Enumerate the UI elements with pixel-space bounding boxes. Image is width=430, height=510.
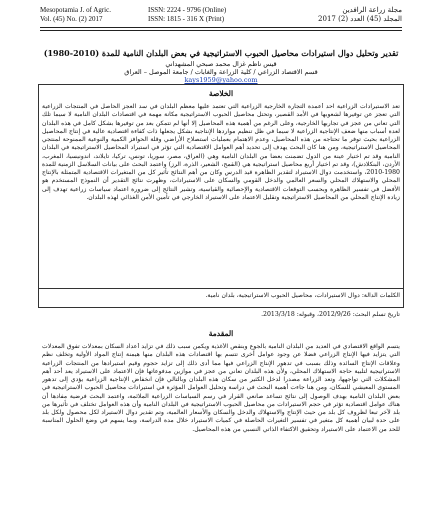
header-rule-top [40,27,402,28]
abstract-text: تعد الاستيرادات الزراعية احد أعمدة التجارة الخارجية الزراعية التي تعتمد عليها معظم البلدان في سد العجز الحاصل في المنتجات الزراعية التي تعجز عن توفيرها لشعوبها في الأمد القصير، وتحتل محاصيل الحبوب الاستراتيجية مكانة مهمة في اقتصادات البلدان النامية لا سيما تلك التي تعاني من عجز في تجاربها الخارجية، وعلى الرغم من أهمية هذه المحاصيل إلا أنها لم تتمكن بعد من توفيرها بشكل كامل في هذه البلدان لعدة أسباب منها ضعف الإنتاجية الزراعية لا سيما في ظل تنظيم مواردها الإنتاجية بشكل يجعلها ذات كفاءة اقتصادية عالية في إنتاج المحاصيل الزراعية بحيث توفر ما تحتاجه من هذه المحاصيل، وعدم الاهتمام بعمليات استصلاح الأراضي وقلة الحوافز الكمية والنوعية الممنوحة لمنتجي المحاصيل الاستراتيجية، ومن هنا كان البحث يهدف إلى تحديد أهم العوامل الاقتصادية التي تؤثر في استيراد المحاصيل الاستراتيجية في البلدان النامية وقد تم اختيار عينة من الدول تضمنت بعضا من البلدان النامية وهي (العراق، مصر، سوريا، تونس، تركيا، تايلاند، اندونيسيا، المغرب، الأردن، البنكلادش)، وقد تم اختيار أربع محاصيل استراتيجية هي (القمح، الشعير، الذرة، الرز) واعتمد البحث على بيانات السلاسل الزمنية للمدة 1980-2010، واستخدمت دوال الاستيراد لتقدير الظاهرة قيد الدرس وكان من أهم النتائج تأثير كل من المتغيرات الاقتصادية المتمثلة بالإنتاج المحلي والاستهلاك المحلي والسعر العالمي والدخل القومي والسكان على الاستيرادات، وظهرت نتائج التقدير أن النموذج المستخدم هو الأفضل في تفسير الظاهرة وبحسب التوقعات الاقتصادية والإحصائية والقياسية، وتشير النتائج إلى ضرورة اعتماد سياسات زراعية تهدف إلى زيادة الإنتاج المحلي من المحاصيل الاستراتيجية وتقليل الاعتماد على الاستيراد الخارجي في تأمين الأمن الغذائي لهذه البلدان. [42,103,400,201]
issn-block [148,6,226,24]
keywords-line: الكلمات الدالة: دوال الاستيرادات، محاصيل الحبوب الاستراتيجية، بلدان نامية. [205,292,400,299]
author-affiliation: قسم الاقتصاد الزراعي / كلية الزراعة والغابات / جامعة الموصل – العراق [124,68,318,76]
introduction-heading: المقدمة [208,329,234,338]
issn-print: ISSN: 1815 - 316 X (Print) [148,15,225,23]
received-accepted-dates: تاريخ تسلم البحث: 2012/9/26، وقبوله: 2013/3/18. [261,311,400,318]
abstract-heading: الخلاصة [208,89,234,98]
article-title: تقدير وتحليل دوال استيرادات محاصيل الحبوب الاستراتيجية في بعض البلدان النامية للمدة (2010-1980) [43,48,399,58]
author-names: قيس ناظم غزال محمد صبحي المشهداني [165,60,277,68]
header-rule-bottom [40,30,402,31]
journal-name-ar: مجلة زراعة الرافدين [342,6,402,14]
journal-volume-en: Vol. (45) No. (2) 2017 [40,15,103,23]
journal-ar-header [318,6,402,24]
journal-name-en: Mesopotamia J. of Agric. [40,6,111,14]
introduction-text: يتسم الواقع الاقتصادي في العديد من البلدان النامية بالجوع وبنقص الأغذية ويكمن سبب ذلك في تزايد أعداد السكان بمعدلات تفوق المعدلات التي يتزايد فيها الإنتاج الزراعي فضلا عن وجود عوامل أخرى تتسم بها اقتصادات هذه البلدان منها هيمنة إنتاج المواد الأولية وتخلف نظم وعلاقات الإنتاج السائدة وذلك بسبب في تدهور الإنتاج الزراعي فيها مما أدى ذلك إلى تزايد حجوم وقيم استيرادها من المنتجات الزراعية الاستراتيجية لتلبية حاجة الاستهلاك المحلي، ولأن هذه البلدان تعاني من عجز في موازين مدفوعاتها فإن الاعتماد على الاستيراد يعد أحد أهم المشكلات التي تواجهها، وتعد الزراعة مصدرا لدخل الكثير من سكان هذه البلدان وبالتالي فإن انخفاض الإنتاجية الزراعية يؤدي إلى تدهور المستوى المعيشي للسكان، ومن هنا جاءت أهمية البحث في دراسة وتحليل العوامل المؤثرة في استيرادات محاصيل الحبوب الاستراتيجية في بعض البلدان النامية بهدف الوصول إلى نتائج تساعد صانعي القرار في رسم السياسات الزراعية الملائمة، واعتمد البحث فرضية مفادها أن هناك عوامل اقتصادية تؤثر في حجم الاستيرادات من محاصيل الحبوب الاستراتيجية في البلدان النامية وأن هذه العوامل تختلف في تأثيرها من بلد لآخر تبعا لظروف كل بلد من حيث الإنتاج والاستهلاك والدخل والسكان والأسعار العالمية، وتم تقدير دوال الاستيراد لكل محصول ولكل بلد على حدة لبيان أهمية كل متغير في تفسير التغيرات الحاصلة في كميات الاستيراد خلال مدة الدراسة، وبما يسهم في وضع الحلول المناسبة للحد من الاعتماد على الاستيراد وتحقيق الاكتفاء الذاتي النسبي من هذه المحاصيل. [42,343,400,433]
abstract-divider [38,288,404,289]
author-email-link[interactable]: kays1959@yahoo.com [184,76,258,84]
authors-block [40,60,402,84]
journal-en-header [40,6,111,24]
journal-volume-ar: المجلد (45) العدد (2) 2017 [318,15,402,23]
issn-online: ISSN: 2224 - 9796 (Online) [148,6,227,14]
